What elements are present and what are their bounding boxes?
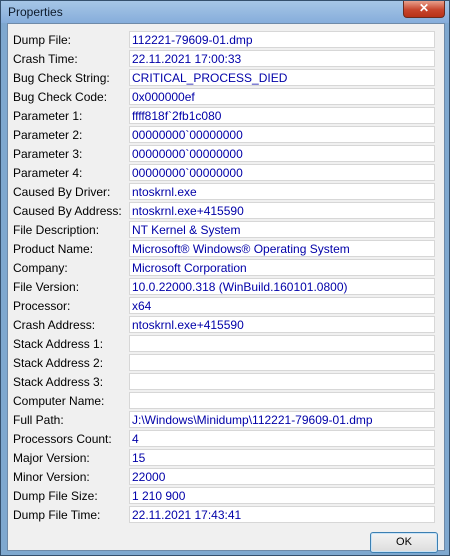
field-value[interactable]	[129, 392, 435, 409]
field-row-bug-check-string	[8, 69, 444, 88]
field-row-parameter-3	[8, 145, 444, 164]
field-label: Dump File Size:	[13, 489, 98, 503]
field-row-computer-name	[8, 392, 444, 411]
field-value[interactable]: 4	[129, 430, 435, 447]
field-value[interactable]: 10.0.22000.318 (WinBuild.160101.0800)	[129, 278, 435, 295]
close-button[interactable]	[403, 1, 445, 18]
field-label: Processors Count:	[13, 432, 112, 446]
field-label: Processor:	[13, 299, 71, 313]
field-value[interactable]	[129, 373, 435, 390]
field-label: File Description:	[13, 223, 100, 237]
field-value[interactable]: 00000000`00000000	[129, 145, 435, 162]
field-value[interactable]: ntoskrnl.exe+415590	[129, 316, 435, 333]
field-row-file-version	[8, 278, 444, 297]
field-label: Parameter 3:	[13, 147, 83, 161]
field-row-minor-version	[8, 468, 444, 487]
title-bar[interactable]	[1, 1, 449, 23]
field-value[interactable]: 112221-79609-01.dmp	[129, 31, 435, 48]
field-row-stack-address-1	[8, 335, 444, 354]
field-label: Dump File Time:	[13, 508, 101, 522]
field-label: File Version:	[13, 280, 80, 294]
field-value[interactable]: ntoskrnl.exe+415590	[129, 202, 435, 219]
ok-button[interactable]: OK	[370, 532, 438, 553]
field-value[interactable]: 22.11.2021 17:00:33	[129, 50, 435, 67]
field-value[interactable]: Microsoft Corporation	[129, 259, 435, 276]
field-row-company	[8, 259, 444, 278]
field-label: Bug Check String:	[13, 71, 110, 85]
field-label: Parameter 2:	[13, 128, 83, 142]
field-label: Stack Address 1:	[13, 337, 104, 351]
field-label: Minor Version:	[13, 470, 90, 484]
field-value[interactable]: J:\Windows\Minidump\112221-79609-01.dmp	[129, 411, 435, 428]
field-label: Product Name:	[13, 242, 94, 256]
field-label: Dump File:	[13, 33, 72, 47]
field-value[interactable]: 0x000000ef	[129, 88, 435, 105]
field-row-major-version	[8, 449, 444, 468]
field-value[interactable]: 1 210 900	[129, 487, 435, 504]
field-value[interactable]: NT Kernel & System	[129, 221, 435, 238]
field-row-caused-by-address	[8, 202, 444, 221]
field-row-parameter-4	[8, 164, 444, 183]
field-value[interactable]: 22000	[129, 468, 435, 485]
close-icon: ✕	[418, 1, 430, 15]
field-row-dump-file	[8, 31, 444, 50]
field-value[interactable]: ffff818f`2fb1c080	[129, 107, 435, 124]
field-row-parameter-2	[8, 126, 444, 145]
field-row-stack-address-3	[8, 373, 444, 392]
field-row-dump-file-size	[8, 487, 444, 506]
field-value[interactable]: 00000000`00000000	[129, 164, 435, 181]
field-row-processor	[8, 297, 444, 316]
field-row-stack-address-2	[8, 354, 444, 373]
properties-panel	[7, 23, 445, 551]
field-row-product-name	[8, 240, 444, 259]
field-row-crash-time	[8, 50, 444, 69]
field-label: Crash Time:	[13, 52, 78, 66]
field-row-bug-check-code	[8, 88, 444, 107]
field-label: Full Path:	[13, 413, 64, 427]
field-row-crash-address	[8, 316, 444, 335]
field-row-processors-count	[8, 430, 444, 449]
field-label: Company:	[13, 261, 68, 275]
field-value[interactable]: 22.11.2021 17:43:41	[129, 506, 435, 523]
field-label: Stack Address 2:	[13, 356, 104, 370]
field-label: Parameter 4:	[13, 166, 83, 180]
field-label: Computer Name:	[13, 394, 105, 408]
field-value[interactable]: Microsoft® Windows® Operating System	[129, 240, 435, 257]
field-label: Stack Address 3:	[13, 375, 104, 389]
field-label: Parameter 1:	[13, 109, 83, 123]
field-value[interactable]: CRITICAL_PROCESS_DIED	[129, 69, 435, 86]
field-row-parameter-1	[8, 107, 444, 126]
field-label: Caused By Driver:	[13, 185, 111, 199]
field-label: Crash Address:	[13, 318, 96, 332]
field-label: Bug Check Code:	[13, 90, 108, 104]
field-label: Major Version:	[13, 451, 90, 465]
field-value[interactable]: 00000000`00000000	[129, 126, 435, 143]
field-value[interactable]: ntoskrnl.exe	[129, 183, 435, 200]
field-row-dump-file-time	[8, 506, 444, 525]
window-title: Properties	[8, 5, 63, 19]
field-label: Caused By Address:	[13, 204, 122, 218]
field-row-caused-by-driver	[8, 183, 444, 202]
field-value[interactable]	[129, 335, 435, 352]
field-value[interactable]: x64	[129, 297, 435, 314]
field-value[interactable]	[129, 354, 435, 371]
field-row-file-description	[8, 221, 444, 240]
field-value[interactable]: 15	[129, 449, 435, 466]
field-row-full-path	[8, 411, 444, 430]
